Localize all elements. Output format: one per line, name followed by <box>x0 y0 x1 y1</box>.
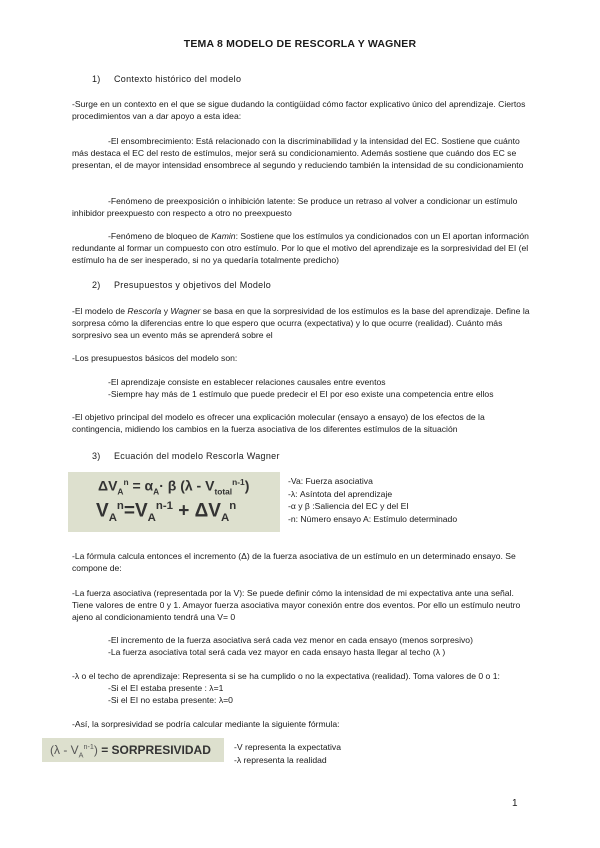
document-title: TEMA 8 MODELO DE RESCORLA Y WAGNER <box>183 38 417 50</box>
section-label: Ecuación del modelo Rescorla Wagner <box>114 451 280 461</box>
section-number: 2) <box>92 280 101 290</box>
text-run: y <box>161 306 171 316</box>
legend-item: -λ: Asíntota del aprendizaje <box>288 488 393 499</box>
list-item: -Siempre hay más de 1 estímulo que puede predecir el EI por eso existe una competencia entre ellos <box>108 389 494 399</box>
section-label: Presupuestos y objetivos del Modelo <box>114 280 272 290</box>
paragraph-fuerza: -La fuerza asociativa (representada por la V): Se puede definir cómo la intensidad de mi expectativa ante una señal. Tiene valores de entre 0 y 1. Amayor fuerza asociativa mayor conexión entre dos eventos. Por ello un estímulo neutro ajeno al condicionamiento tendrá una V= 0 <box>72 588 521 623</box>
formula-legend-2 <box>234 741 341 766</box>
text-run: -Fenómeno de bloqueo de <box>108 231 212 241</box>
section-heading-2 <box>92 280 271 290</box>
formula-legend <box>288 475 457 525</box>
legend-item: -α y β :Saliencia del EC y del EI <box>288 501 409 511</box>
paragraph-modelo <box>72 305 532 342</box>
text-run: : Sostiene que los estímulos ya condicionados con un EI aportan información redundante al formar un compuesto con otro estímulo. Por lo que el motivo del aprendizaje es la sorpresividad del EI (el estímulo ha de ser inesperado, si no ya quedaría totalmente predicho) <box>72 231 529 266</box>
section-label: Contexto histórico del modelo <box>114 74 242 84</box>
text-run-italic: Wagner <box>170 306 201 316</box>
text-run: -El modelo de <box>72 306 128 316</box>
list-item: -El aprendizaje consiste en establecer relaciones causales entre eventos <box>108 377 386 387</box>
list-item: -La fuerza asociativa total será cada vez mayor en cada ensayo hasta llegar al techo (λ ) <box>108 647 446 657</box>
list-item: -Si el EI estaba presente : λ=1 <box>108 683 224 693</box>
paragraph: -Los presupuestos básicos del modelo son: <box>72 353 238 363</box>
paragraph: -Así, la sorpresividad se podría calcular mediante la siguiente fórmula: <box>72 719 340 729</box>
section-number: 1) <box>92 74 101 84</box>
text-run-italic: Rescorla <box>127 306 162 316</box>
formula-total: $V_A^n=V_A^{n-1} + \Delta V_A^n$ <box>96 500 237 525</box>
legend-item: -V representa la expectativa <box>234 742 342 752</box>
paragraph-ensombrecimiento: -El ensombrecimiento: Está relacionado con la discriminabilidad y la intensidad del EC. Sostiene que cuánto más destaca el EC del resto de estímulos, mejor será su condicionamiento. Además sostiene que cuándo dos EC se presentan, el de mayor intensidad ensombrece al segundo y reduciendo también la intensidad de su condicionamiento <box>72 136 524 171</box>
paragraph-lambda: -λ o el techo de aprendizaje: Representa si se ha cumplido o no la expectativa (realidad). Toma valores de 0 o 1: <box>72 671 500 681</box>
text-run: se basa en que la sorpresividad de los estímulos es la base del aprendizaje. Define la sorpresa cómo la diferencias entre lo que espero que ocurra (expectativa) y lo que ocurre (realidad). Cuánto más sorpresivo sea un evento más se aprenderá sobre el <box>72 306 530 341</box>
paragraph: -Surge en un contexto en el que se sigue dudando la contigüidad cómo factor explicativo único del aprendizaje. Ciertos procedimientos van a dar apoyo a esta idea: <box>72 99 526 122</box>
list-item: -El incremento de la fuerza asociativa será cada vez menor en cada ensayo (menos sorpresivo) <box>108 635 473 645</box>
text-run-italic: Kamin <box>211 231 236 241</box>
paragraph-objetivo: -El objetivo principal del modelo es ofrecer una explicación molecular (ensayo a ensayo) de los efectos de la contingencia, midiendo los cambios en la fuerza asociativa de los diferentes estímulos de la situación <box>72 412 485 435</box>
section-heading-1 <box>92 74 241 84</box>
paragraph: -La fórmula calcula entonces el incremento (Δ) de la fuerza asociativa de un estímulo en un determinado ensayo. Se compone de: <box>72 551 516 574</box>
legend-item: -Va: Fuerza asociativa <box>288 476 373 486</box>
page-number: 1 <box>512 798 518 809</box>
section-number: 3) <box>92 451 101 461</box>
formula-sorpresividad: $(\lambda - V_A^{n-1})$ = SORPRESIVIDAD <box>50 742 211 760</box>
paragraph-preexposicion: -Fenómeno de preexposición o inhibición latente: Se produce un retraso al volver a condicionar un estímulo inhibidor preexpuesto con respecto a otro no preexpuesto <box>72 196 518 219</box>
section-heading-3 <box>92 451 280 461</box>
legend-item: -n: Número ensayo A: Estímulo determinado <box>288 513 458 524</box>
formula-increment: $\Delta V_A^n = \alpha_A\cdot \beta$ $(\lambda - V_{total}^{n-1})$ <box>98 477 250 497</box>
paragraph-bloqueo <box>72 230 532 267</box>
list-item: -Si el EI no estaba presente: λ=0 <box>108 695 233 705</box>
legend-item: -λ representa la realidad <box>234 754 327 765</box>
